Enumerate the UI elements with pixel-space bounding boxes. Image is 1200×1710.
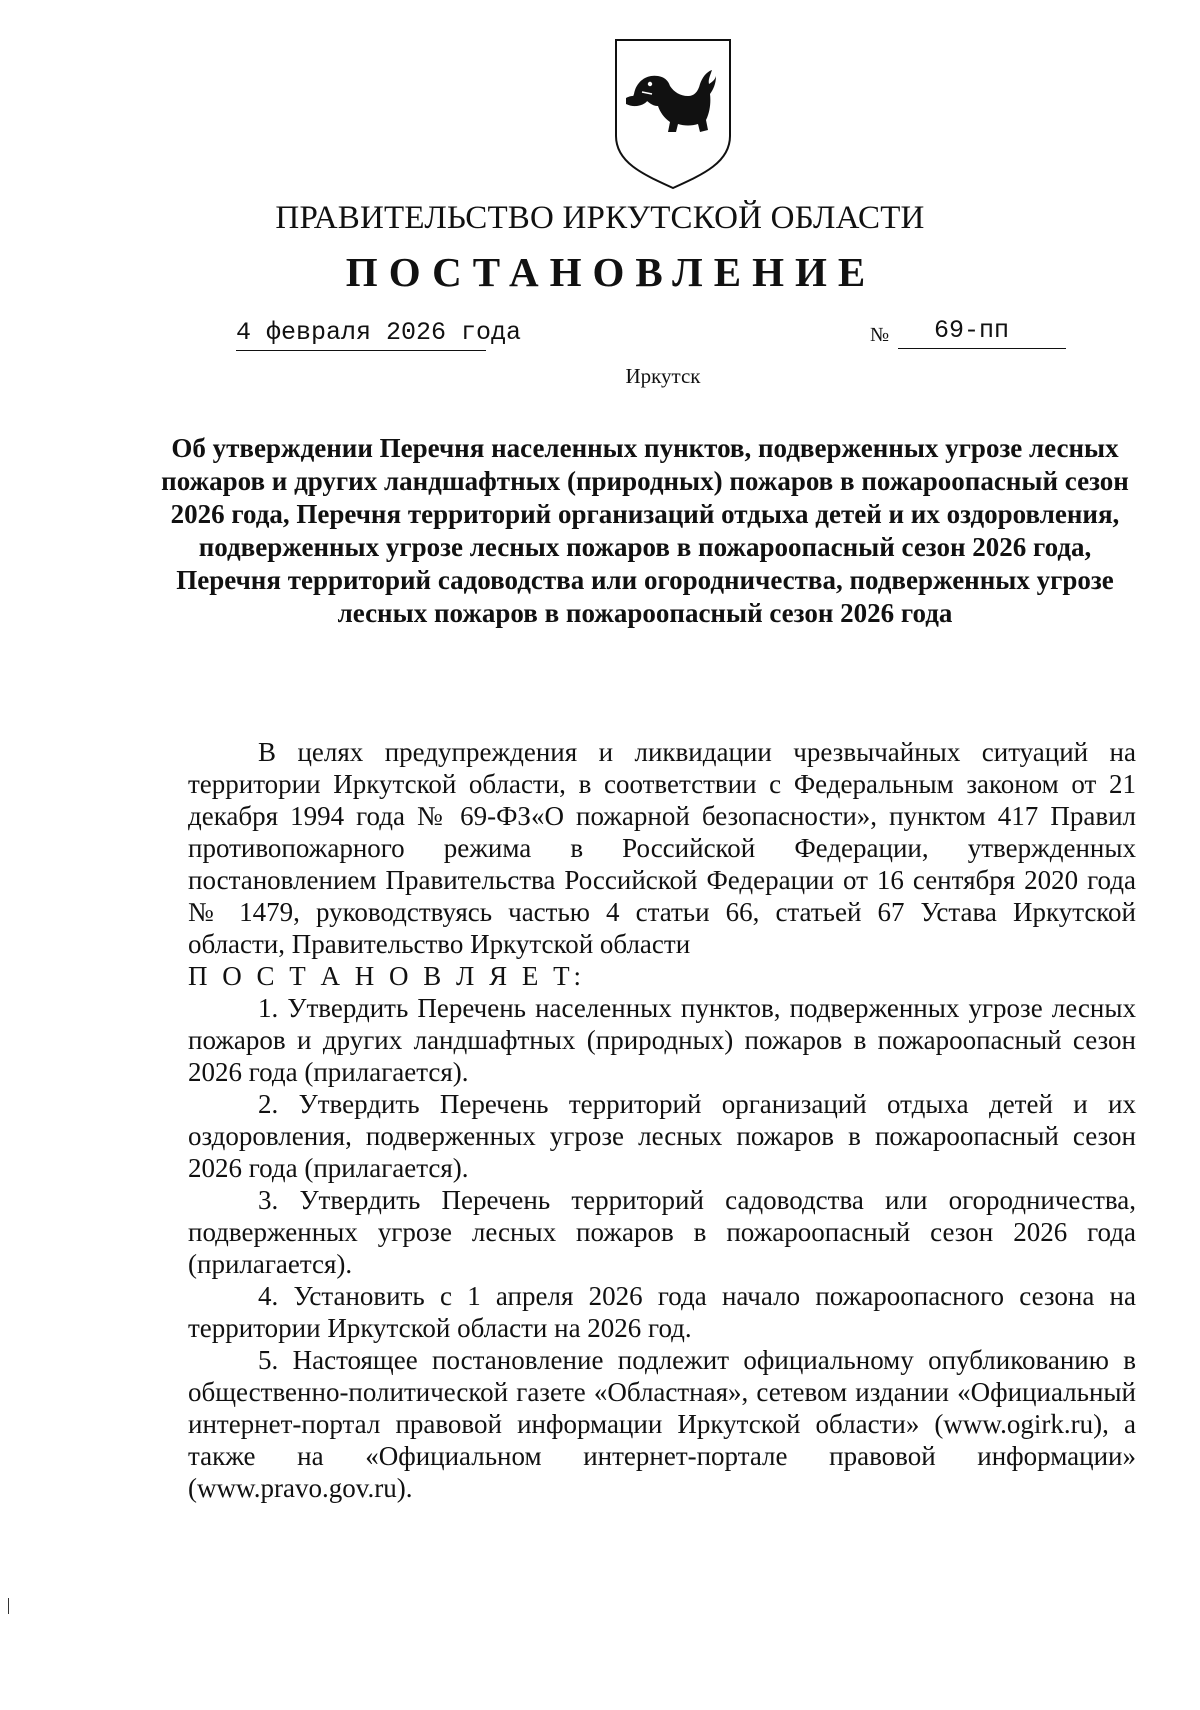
list-item: 5. Настоящее постановление подлежит официальному опубликованию в общественно-политической газете «Областная», сетевом издании «Официальный интернет-портал правовой информации Иркутской области» (www.ogirk.ru), а также на «Официальном интернет-портале правовой информации» (www.pravo.gov.ru). bbox=[188, 1345, 1136, 1503]
document-body bbox=[188, 736, 1136, 1504]
list-item: 4. Установить с 1 апреля 2026 года начало пожароопасного сезона на территории Иркутской области на 2026 год. bbox=[188, 1281, 1136, 1343]
list-item: 3. Утвердить Перечень территорий садоводства или огородничества, подверженных угрозе лесных пожаров в пожароопасный сезон 2026 года (прилагается). bbox=[188, 1185, 1136, 1279]
city-name: Иркутск bbox=[625, 364, 701, 388]
date-underline bbox=[236, 350, 486, 351]
number-sign: № bbox=[870, 324, 890, 346]
government-title: ПРАВИТЕЛЬСТВО ИРКУТСКОЙ ОБЛАСТИ bbox=[275, 200, 925, 236]
document-date: 4 февраля 2026 года bbox=[236, 318, 522, 347]
number-underline bbox=[898, 348, 1066, 349]
coat-of-arms-icon bbox=[612, 36, 734, 192]
preamble-paragraph: В целях предупреждения и ликвидации чрезвычайных ситуаций на территории Иркутской области, в соответствии с Федеральным законом от 21 декабря 1994 года № 69-ФЗ«О пожарной безопасности», пунктом 417 Правил противопожарного режима в Российской Федерации, утвержденных постановлением Правительства Российской Федерации от 16 сентября 2020 года № 1479, руководствуясь частью 4 статьи 66, статьей 67 Устава Иркутской области, Правительство Иркутской области bbox=[188, 737, 1136, 959]
document-number: 69-пп bbox=[934, 316, 1010, 345]
list-item: 2. Утвердить Перечень территорий организаций отдыха детей и их оздоровления, подверженных угрозе лесных пожаров в пожароопасный сезон 2026 года (прилагается). bbox=[188, 1089, 1136, 1183]
margin-mark bbox=[8, 1598, 9, 1614]
list-item: 1. Утвердить Перечень населенных пунктов, подверженных угрозе лесных пожаров и других ландшафтных (природных) пожаров в пожароопасный сезон 2026 года (прилагается). bbox=[188, 993, 1136, 1087]
decree-word: П О С Т А Н О В Л Я Е Т: bbox=[188, 961, 586, 991]
document-subject: Об утверждении Перечня населенных пунктов, подверженных угрозе лесных пожаров и других ландшафтных (природных) пожаров в пожароопасный сезон 2026 года, Перечня территорий организаций отдыха детей и их оздоровления, подверженных угрозе лесных пожаров в пожароопасный сезон 2026 года, Перечня территорий садоводства или огородничества, подверженных угрозе лесных пожаров в пожароопасный сезон 2026 года bbox=[161, 433, 1129, 628]
document-type: ПОСТАНОВЛЕНИЕ bbox=[345, 249, 877, 295]
